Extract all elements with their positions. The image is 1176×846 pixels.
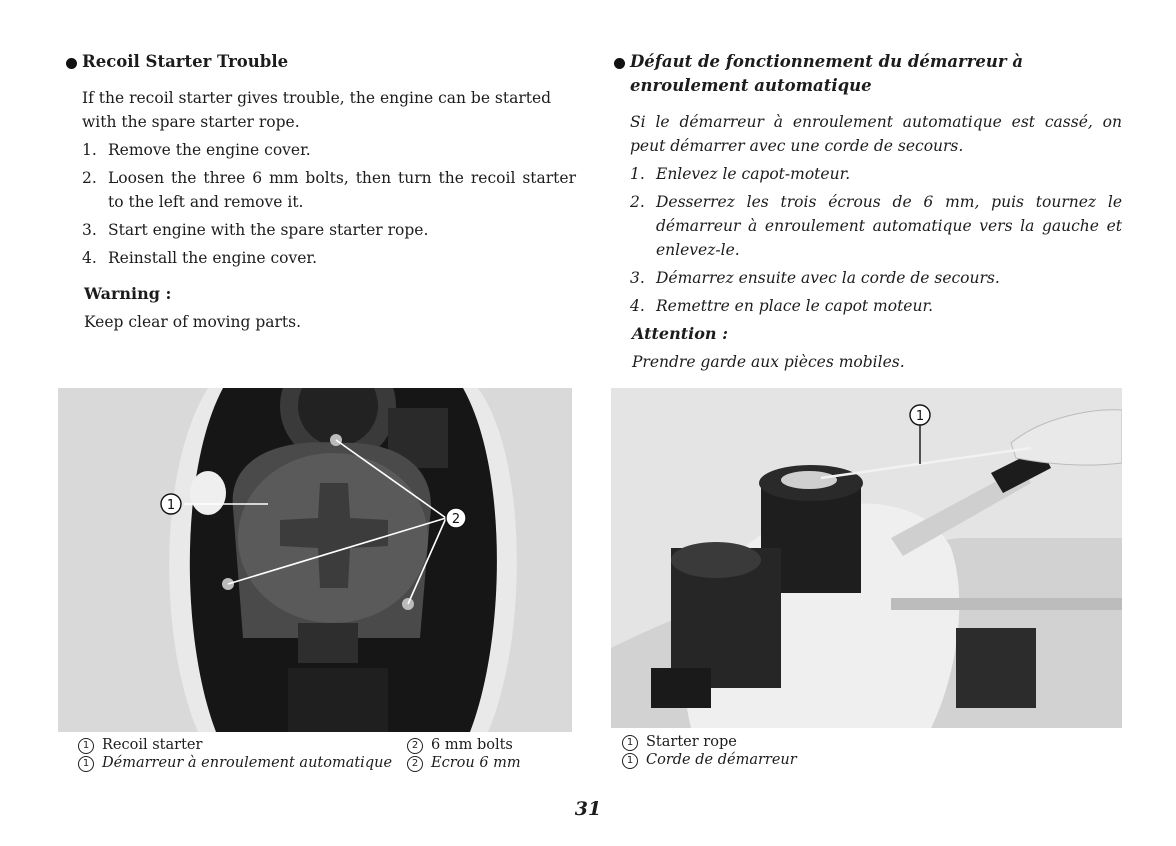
intro-paragraph-fr: Si le démarreur à enroulement automatique est cassé, on peut démarrer avec une corde de secours. <box>630 113 1122 155</box>
list-item: 1. Enlevez le capot-moteur. <box>630 165 851 183</box>
list-item: 2. Desserrez les trois écrous de 6 mm, puis tournez le démarreur à enroulement automatique vers la gauche et enlevez-le. <box>630 193 1122 259</box>
list-item: 2. Loosen the three 6 mm bolts, then turn the recoil starter to the left and remove it. <box>82 169 576 211</box>
caption-recoil-starter-fr: 1 Démarreur à enroulement automatique <box>78 754 392 772</box>
callout-1-right: 1 <box>915 409 925 424</box>
intro-paragraph: If the recoil starter gives trouble, the engine can be started with the spare starter rope. <box>82 89 552 131</box>
section-heading: Recoil Starter Trouble <box>66 50 576 74</box>
section-heading-fr: Défaut de fonctionnement du démarreur à enroulement automatique <box>614 50 1122 98</box>
page-number: 31 <box>574 798 602 820</box>
english-column <box>66 50 576 334</box>
caption-bolts: 2 6 mm bolts <box>407 736 513 754</box>
steps-list <box>82 138 576 270</box>
warning-text-fr: Prendre garde aux pièces mobiles. <box>632 353 905 371</box>
caption-recoil-starter: 1 Recoil starter <box>78 736 202 754</box>
caption-starter-rope-fr: 1 Corde de démarreur <box>622 751 797 769</box>
french-column <box>614 50 1122 374</box>
starter-rope-photo <box>611 388 1122 728</box>
list-item: 3. Start engine with the spare starter rope. <box>82 221 429 239</box>
bullet-icon <box>66 58 77 69</box>
list-item: 4. Remettre en place le capot moteur. <box>630 297 934 315</box>
warning-text: Keep clear of moving parts. <box>84 313 301 331</box>
callout-2: 2 <box>451 512 461 527</box>
caption-bolts-fr: 2 Ecrou 6 mm <box>407 754 521 772</box>
caption-starter-rope: 1 Starter rope <box>622 733 737 751</box>
list-item: 3. Démarrez ensuite avec la corde de secours. <box>630 269 1000 287</box>
callout-1: 1 <box>166 498 176 513</box>
warning-title-fr: Attention : <box>632 324 728 343</box>
list-item: 1. Remove the engine cover. <box>82 141 311 159</box>
steps-list-fr <box>630 162 1122 318</box>
bullet-icon <box>614 58 625 69</box>
warning-title: Warning : <box>84 284 172 303</box>
list-item: 4. Reinstall the engine cover. <box>82 249 318 267</box>
recoil-starter-photo <box>58 388 572 732</box>
